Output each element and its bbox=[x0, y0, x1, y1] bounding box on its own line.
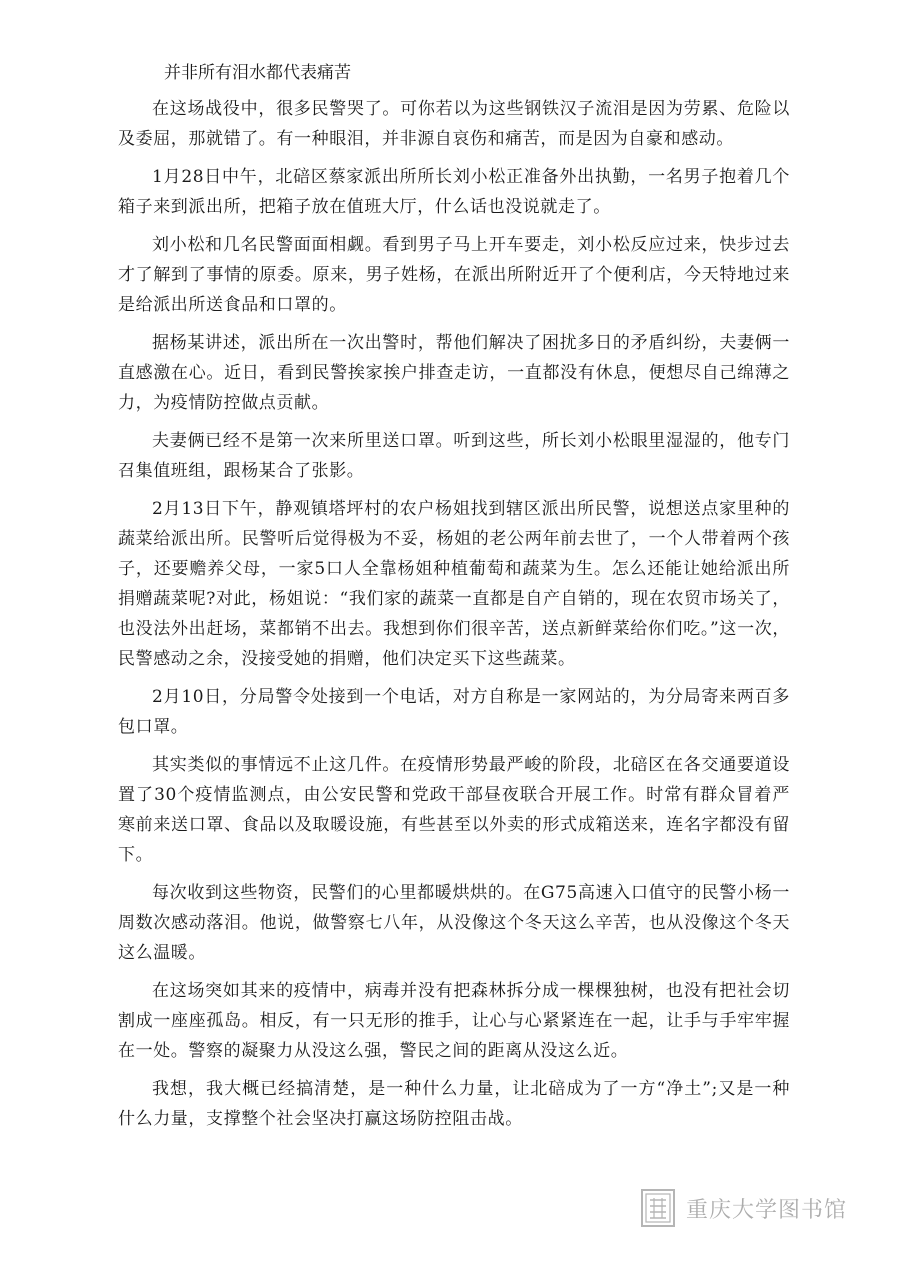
paragraph-6: 2月13日下午，静观镇塔坪村的农户杨姐找到辖区派出所民警，说想送点家里种的蔬菜给派出所。民警听后觉得极为不妥，杨姐的老公两年前去世了，一个人带着两个孩子，还要赡养父母，一家5口人全靠杨姐种植葡萄和蔬菜为生。怎么还能让她给派出所捐赠蔬菜呢?对此，杨姐说：“我们家的蔬菜一直都是自产自销的，现在农贸市场关了，也没法外出赶场，菜都销不出去。我想到你们很辛苦，送点新鲜菜给你们吃。”这一次，民警感动之余，没接受她的捐赠，他们决定买下这些蔬菜。 bbox=[118, 499, 790, 669]
paragraph-2: 1月28日中午，北碚区蔡家派出所所长刘小松正准备外出执勤，一名男子抱着几个箱子来到派出所，把箱子放在值班大厅，什么话也没说就走了。 bbox=[118, 167, 790, 217]
document-page bbox=[118, 56, 790, 1142]
library-watermark bbox=[640, 1188, 847, 1228]
paragraph-1: 在这场战役中，很多民警哭了。可你若以为这些钢铁汉子流泪是因为劳累、危险以及委屈，那就错了。有一种眼泪，并非源自哀伤和痛苦，而是因为自豪和感动。 bbox=[118, 99, 790, 149]
paragraph-11: 我想，我大概已经搞清楚，是一种什么力量，让北碚成为了一方“净土”;又是一种什么力量，支撑整个社会坚决打赢这场防控阻击战。 bbox=[118, 1079, 790, 1129]
watermark-text: 重庆大学图书馆 bbox=[686, 1197, 848, 1223]
paragraph-7: 2月10日，分局警令处接到一个电话，对方自称是一家网站的，为分局寄来两百多包口罩。 bbox=[118, 687, 790, 737]
paragraph-8: 其实类似的事情远不止这几件。在疫情形势最严峻的阶段，北碚区在各交通要道设置了30个疫情监测点，由公安民警和党政干部昼夜联合开展工作。时常有群众冒着严寒前来送口罩、食品以及取暖设施，有些甚至以外卖的形式成箱送来，连名字都没有留下。 bbox=[118, 755, 790, 865]
paragraph-3: 刘小松和几名民警面面相觑。看到男子马上开车要走，刘小松反应过来，快步过去才了解到了事情的原委。原来，男子姓杨，在派出所附近开了个便利店，今天特地过来是给派出所送食品和口罩的。 bbox=[118, 235, 790, 315]
article-heading: 并非所有泪水都代表痛苦 bbox=[164, 63, 351, 83]
library-logo-icon bbox=[640, 1188, 676, 1228]
paragraph-9: 每次收到这些物资，民警们的心里都暖烘烘的。在G75高速入口值守的民警小杨一周数次感动落泪。他说，做警察七八年，从没像这个冬天这么辛苦，也从没像这个冬天这么温暖。 bbox=[118, 883, 790, 963]
paragraph-4: 据杨某讲述，派出所在一次出警时，帮他们解决了困扰多日的矛盾纠纷，夫妻俩一直感激在心。近日，看到民警挨家挨户排查走访，一直都没有休息，便想尽自己绵薄之力，为疫情防控做点贡献。 bbox=[118, 333, 790, 413]
paragraph-10: 在这场突如其来的疫情中，病毒并没有把森林拆分成一棵棵独树，也没有把社会切割成一座座孤岛。相反，有一只无形的推手，让心与心紧紧连在一起，让手与手牢牢握在一处。警察的凝聚力从没这么强，警民之间的距离从没这么近。 bbox=[118, 981, 790, 1061]
paragraph-5: 夫妻俩已经不是第一次来所里送口罩。听到这些，所长刘小松眼里湿湿的，他专门召集值班组，跟杨某合了张影。 bbox=[118, 431, 790, 481]
